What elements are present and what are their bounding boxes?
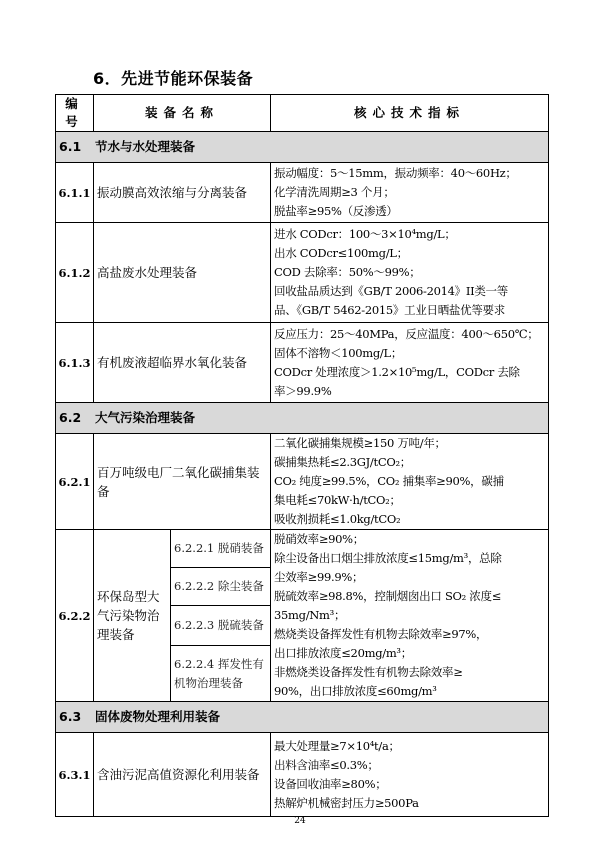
- item-name: 有机废液超临界水氧化装备: [94, 323, 271, 403]
- section-title: 大气污染治理装备: [95, 410, 196, 425]
- item-id: 6.3.1: [56, 733, 94, 817]
- item-id: 6.2.1: [56, 434, 94, 530]
- item-name: 百万吨级电厂二氧化碳捕集装备: [94, 434, 271, 530]
- item-spec: 二氧化碳捕集规模≥150 万吨/年； 碳捕集热耗≤2.3GJ/tCO₂； CO₂ 纯度≥99.5%，CO₂ 捕集率≥90%，碳捕 集电耗≤70kW·h/tCO₂； 吸收剂损耗≤1.0kg/tCO₂: [271, 434, 549, 530]
- header-name: 装备名称: [94, 95, 271, 132]
- item-spec: 反应压力：25～40MPa，反应温度：400～650℃； 固体不溶物＜100mg/L； CODcr 处理浓度＞1.2×10⁵mg/L，CODcr 去除 率＞99.9%: [271, 323, 549, 403]
- table-row: [56, 434, 549, 530]
- section-row: [56, 403, 549, 434]
- table-row: [56, 223, 549, 323]
- header-no: 编号: [56, 95, 94, 132]
- item-id: 6.1.3: [56, 323, 94, 403]
- page-title: 6．先进节能环保装备: [93, 69, 254, 88]
- equipment-table: [55, 94, 549, 817]
- item-spec: 振动幅度：5～15mm，振动频率：40～60Hz； 化学清洗周期≥3 个月； 脱盐率≥95%（反渗透）: [271, 163, 549, 223]
- item-id: 6.1.2: [56, 223, 94, 323]
- table-row: [56, 163, 549, 223]
- page-number: 24: [294, 816, 306, 826]
- section-row: [56, 132, 549, 163]
- section-row: [56, 702, 549, 733]
- item-name: 振动膜高效浓缩与分离装备: [94, 163, 271, 223]
- sub-item: 6.2.2.3 脱硫装备: [171, 606, 271, 646]
- sub-item: 6.2.2.2 除尘装备: [171, 568, 271, 606]
- item-name: 高盐废水处理装备: [94, 223, 271, 323]
- table-header: [56, 95, 549, 132]
- sub-item: 6.2.2.4 挥发性有机物治理装备: [171, 646, 271, 702]
- item-id: 6.1.1: [56, 163, 94, 223]
- item-spec: 脱硝效率≥90%； 除尘设备出口烟尘排放浓度≤15mg/m³，总除 尘效率≥99.9%； 脱硫效率≥98.8%，控制烟囱出口 SO₂ 浓度≤ 35mg/Nm³； 燃烧类设备挥发性有机物去除效率≥97%， 出口排放浓度≤20mg/m³； 非燃烧类设备挥发性有机物去除效率≥ 90%，出口排放浓度≤60mg/m³: [271, 530, 549, 702]
- table-row: [56, 733, 549, 817]
- table-row: [56, 530, 549, 568]
- section-number: 6.2: [59, 410, 82, 425]
- item-name: 环保岛型大气污染物治理装备: [94, 530, 171, 702]
- item-id: 6.2.2: [56, 530, 94, 702]
- sub-item: 6.2.2.1 脱硝装备: [171, 530, 271, 568]
- section-number: 6.1: [59, 139, 82, 154]
- header-spec: 核心技术指标: [271, 95, 549, 132]
- item-name: 含油污泥高值资源化利用装备: [94, 733, 271, 817]
- item-spec: 最大处理量≥7×10⁴t/a； 出料含油率≤0.3%； 设备回收油率≥80%； 热解炉机械密封压力≥500Pa: [271, 733, 549, 817]
- section-title: 节水与水处理装备: [95, 139, 196, 154]
- section-title: 固体废物处理利用装备: [95, 709, 221, 724]
- table-row: [56, 323, 549, 403]
- item-spec: 进水 CODcr：100～3×10⁴mg/L； 出水 CODcr≤100mg/L； COD 去除率：50%～99%； 回收盐品质达到《GB/T 2006-2014》II类一等 品、《GB/T 5462-2015》工业日晒盐优等要求: [271, 223, 549, 323]
- section-number: 6.3: [59, 709, 82, 724]
